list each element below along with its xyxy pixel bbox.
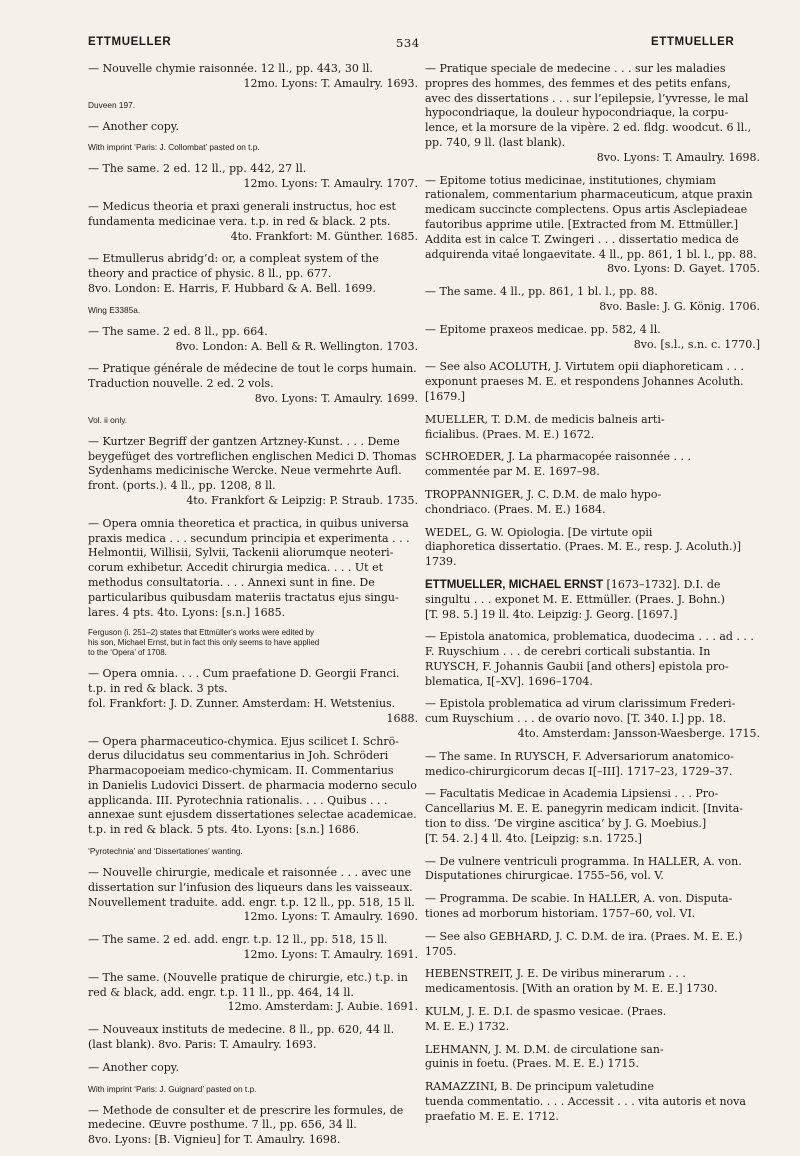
- note-line: Ferguson (i. 251–2) states that Ettmüller’s works were edited by: [88, 628, 315, 638]
- entry-line: particularibus quibusdam materiis tractatus ejus singu-: [88, 590, 399, 604]
- entry-line: Disputationes chirurgicae. 1755–56, vol. V.: [425, 869, 664, 883]
- entry-line: [1679.]: [425, 389, 466, 403]
- imprint-line: 8vo. Basle: J. G. König. 1706.: [599, 299, 760, 313]
- entry-line: [1673–1732]. D.I. de: [606, 577, 721, 591]
- entry-line: Pharmacopoeiam medico-chymicam. II. Commentarius: [88, 764, 394, 778]
- bibliographic-entry: [425, 1043, 760, 1073]
- entry-line: medicamentosis. [With an oration by M. E. E.] 1730.: [425, 982, 718, 996]
- entry-line: Traduction nouvelle. 2 ed. 2 vols.: [88, 377, 274, 391]
- imprint-line: 12mo. Lyons: T. Amaulry. 1707.: [243, 177, 418, 191]
- entry-line: — See also GEBHARD, J. C. D.M. de ira. (Praes. M. E. E.): [425, 929, 743, 943]
- bibliographic-entry: [88, 435, 418, 509]
- entry-line: 1705.: [425, 944, 457, 958]
- entry-line: front. (ports.). 4 ll., pp. 1208, 8 ll.: [88, 479, 276, 493]
- entry-line: [T. 98. 5.] 19 ll. 4to. Leipzig: J. Georg. [1697.]: [425, 607, 678, 621]
- bibliographic-entry: [88, 1061, 418, 1076]
- entry-line: — Epitome totius medicinae, institutiones, chymiam: [425, 173, 716, 187]
- bibliographic-entry: [88, 933, 418, 963]
- bibliographic-entry: [425, 174, 760, 278]
- entry-line: — Pratique générale de médecine de tout le corps humain.: [88, 362, 417, 376]
- author-heading: ETTMUELLER, MICHAEL ERNST: [425, 578, 604, 591]
- bibliographic-entry: [425, 1005, 760, 1035]
- entry-line: TROPPANNIGER, J. C. D.M. de malo hypo-: [425, 487, 662, 501]
- entry-line: beygefüget des vortreflichen englischen Medici D. Thomas: [88, 449, 417, 463]
- bibliographic-entry: [425, 630, 760, 689]
- entry-line: annexae sunt ejusdem dissertationes selectae academicae.: [88, 808, 417, 822]
- entry-line: — Epitome praxeos medicae. pp. 582, 4 ll.: [425, 322, 661, 336]
- entry-line: adquirenda vitaé longaevitate. 4 ll., pp. 861, 1 bl. l., pp. 88.: [425, 247, 757, 261]
- entry-line: fautoribus apprime utile. [Extracted from M. Ettmüller.]: [425, 217, 738, 231]
- imprint-line: 12mo. Lyons: T. Amaulry. 1690.: [243, 910, 418, 924]
- bibliographic-entry: [88, 1023, 418, 1053]
- entry-line: tiones ad morborum historiam. 1757–60, vol. VI.: [425, 907, 696, 921]
- bibliographic-entry: [425, 578, 760, 622]
- entry-line: — The same. 2 ed. 8 ll., pp. 664.: [88, 324, 268, 338]
- entry-line: avec des dissertations . . . sur l’epilepsie, l’yvresse, le mal: [425, 91, 749, 105]
- entry-line: guinis in foetu. (Praes. M. E. E.) 1715.: [425, 1057, 639, 1071]
- entry-line: — Kurtzer Begriff der gantzen Artzney-Kunst. . . . Deme: [88, 434, 400, 448]
- bibliographic-entry: [425, 787, 760, 846]
- bibliographic-entry: [425, 526, 760, 570]
- entry-line: derus dilucidatus seu commentarius in Joh. Schröderi: [88, 749, 389, 763]
- imprint-line: 12mo. Amsterdam: J. Aubie. 1691.: [227, 1000, 418, 1014]
- entry-line: chondriaco. (Praes. M. E.) 1684.: [425, 502, 606, 516]
- note-line: his son, Michael Ernst, but in fact this only seems to have applied: [88, 638, 320, 648]
- bibliographic-entry: [88, 362, 418, 406]
- entry-line: M. E. E.) 1732.: [425, 1019, 510, 1033]
- bibliographic-entry: [425, 413, 760, 443]
- entry-line: dissertation sur l’infusion des liqueurs dans les vaisseaux.: [88, 880, 413, 894]
- imprint-line: 12mo. Lyons: T. Amaulry. 1693.: [243, 76, 418, 90]
- entry-line: medecine. Œuvre posthume. 7 ll., pp. 656, 34 ll.: [88, 1118, 357, 1132]
- entry-line: 1739.: [425, 555, 457, 569]
- bibliographic-entry: [425, 967, 760, 997]
- entry-note: ‘Pyrotechnia’ and ‘Dissertationes’ wanting.: [88, 846, 243, 857]
- entry-line: tuenda commentatio. . . . Accessit . . . vita autoris et nova: [425, 1095, 746, 1109]
- entry-line: — Methode de consulter et de prescrire les formules, de: [88, 1103, 404, 1117]
- entry-line: — Opera pharmaceutico-chymica. Ejus scilicet I. Schrö-: [88, 734, 399, 748]
- entry-line: rationalem, commentarium pharmaceuticum, atque praxin: [425, 188, 753, 202]
- imprint-line: 8vo. Lyons: T. Amaulry. 1699.: [254, 391, 418, 405]
- entry-line: — Nouvelle chirurgie, medicale et raisonnée . . . avec une: [88, 866, 412, 880]
- bibliographic-entry: [425, 750, 760, 780]
- entry-line: — Pratique speciale de medecine . . . sur les maladies: [425, 62, 726, 75]
- entry-note: [88, 628, 418, 658]
- imprint-line: 4to. Amsterdam: Jansson-Waesberge. 1715.: [517, 727, 760, 741]
- running-head-left: ETTMUELLER: [88, 36, 172, 48]
- bibliographic-entry: [88, 735, 418, 839]
- imprint-line: 8vo. Lyons: T. Amaulry. 1698.: [596, 150, 760, 164]
- bibliographic-entry: [88, 517, 418, 621]
- entry-line: fol. Frankfort: J. D. Zunner. Amsterdam: H. Wetstenius.: [88, 696, 396, 710]
- imprint-line: 8vo. London: A. Bell & R. Wellington. 1703.: [175, 339, 418, 353]
- bibliographic-entry: [425, 930, 760, 960]
- bibliographic-entry: [88, 1104, 418, 1148]
- imprint-line: 4to. Frankfort: M. Günther. 1685.: [230, 229, 418, 243]
- entry-line: — Medicus theoria et praxi generali instructus, hoc est: [88, 199, 396, 213]
- entry-line: — Nouvelle chymie raisonnée. 12 ll., pp. 443, 30 ll.: [88, 62, 373, 75]
- entry-line: hypocondriaque, la douleur hypocondriaque, la corpu-: [425, 106, 729, 120]
- entry-line: — Opera omnia theoretica et practica, in quibus universa: [88, 516, 409, 530]
- entry-line: — The same. 2 ed. add. engr. t.p. 12 ll., pp. 518, 15 ll.: [88, 933, 388, 947]
- entry-line: lence, et la morsure de la vipère. 2 ed. fldg. woodcut. 6 ll.,: [425, 121, 752, 135]
- entry-line: fundamenta medicinae vera. t.p. in red & black. 2 pts.: [88, 214, 391, 228]
- imprint-line: 4to. Frankfort & Leipzig: P. Straub. 1735.: [186, 493, 418, 507]
- imprint-line: 12mo. Lyons: T. Amaulry. 1691.: [243, 948, 418, 962]
- entry-line: — De vulnere ventriculi programma. In HALLER, A. von.: [425, 854, 742, 868]
- entry-line: blematica, I[–XV]. 1696–1704.: [425, 674, 593, 688]
- page-number: 534: [396, 36, 420, 50]
- entry-note: With imprint ‘Paris: J. Collombat’ pasted on t.p.: [88, 142, 260, 153]
- bibliographic-entry: [88, 200, 418, 244]
- entry-line: Sydenhams medicinische Wercke. Neue vermehrte Aufl.: [88, 464, 402, 478]
- entry-line: methodus consultatoria. . . . Annexi sunt in fine. De: [88, 575, 375, 589]
- imprint-line: 1688.: [386, 711, 418, 725]
- entry-line: Nouvellement traduite. add. engr. t.p. 12 ll., pp. 518, 15 ll.: [88, 895, 415, 909]
- entry-line: 8vo. London: E. Harris, F. Hubbard & A. Bell. 1699.: [88, 281, 376, 295]
- note-line: to the ‘Opera’ of 1708.: [88, 648, 167, 658]
- entry-line: — See also ACOLUTH, J. Virtutem opii diaphoreticam . . .: [425, 360, 744, 374]
- bibliographic-entry: [425, 855, 760, 885]
- entry-line: lares. 4 pts. 4to. Lyons: [s.n.] 1685.: [88, 605, 286, 619]
- bibliographic-entry: [88, 162, 418, 192]
- entry-line: — The same. 2 ed. 12 ll., pp. 442, 27 ll.: [88, 162, 307, 176]
- right-column: [425, 62, 760, 1133]
- bibliographic-entry: [425, 450, 760, 480]
- entry-line: theory and practice of physic. 8 ll., pp. 677.: [88, 267, 332, 281]
- entry-line: WEDEL, G. W. Opiologia. [De virtute opii: [425, 525, 653, 539]
- entry-line: ficialibus. (Praes. M. E.) 1672.: [425, 427, 595, 441]
- bibliographic-entry: [88, 866, 418, 925]
- entry-line: [T. 54. 2.] 4 ll. 4to. [Leipzig: s.n. 1725.]: [425, 831, 642, 845]
- bibliographic-entry: [425, 62, 760, 166]
- entry-line: LEHMANN, J. M. D.M. de circulatione san-: [425, 1042, 664, 1056]
- entry-line: HEBENSTREIT, J. E. De viribus minerarum . . .: [425, 967, 686, 981]
- entry-line: pp. 740, 9 ll. (last blank).: [425, 135, 566, 149]
- entry-line: — Programma. De scabie. In HALLER, A. von. Disputa-: [425, 892, 733, 906]
- entry-line: RUYSCH, F. Johannis Gaubii [and others] epistola pro-: [425, 659, 729, 673]
- entry-line: commentée par M. E. 1697–98.: [425, 465, 600, 479]
- entry-line: (last blank). 8vo. Paris: T. Amaulry. 1693.: [88, 1038, 317, 1052]
- entry-line: — Epistola problematica ad virum clarissimum Frederi-: [425, 697, 736, 711]
- entry-line: in Danielis Ludovici Dissert. de pharmacia moderno seculo: [88, 778, 417, 792]
- bibliographic-entry: [88, 667, 418, 726]
- entry-line: singultu . . . exponet M. E. Ettmüller. (Praes. J. Bohn.): [425, 592, 725, 606]
- running-head-right: ETTMUELLER: [651, 36, 735, 48]
- bibliographic-entry: [425, 285, 760, 315]
- bibliographic-entry: [88, 252, 418, 296]
- imprint-line: 8vo. [s.l., s.n. c. 1770.]: [633, 337, 760, 351]
- entry-line: — Nouveaux instituts de medecine. 8 ll., pp. 620, 44 ll.: [88, 1023, 395, 1037]
- entry-line: t.p. in red & black. 5 pts. 4to. Lyons: [s.n.] 1686.: [88, 823, 360, 837]
- entry-note: Wing E3385a.: [88, 304, 141, 315]
- entry-line: Cancellarius M. E. E. panegyrin medicam indicit. [Invita-: [425, 802, 743, 816]
- imprint-line: 8vo. Lyons: D. Gayet. 1705.: [607, 262, 760, 276]
- entry-line: — Epistola anatomica, problematica, duodecima . . . ad . . .: [425, 630, 754, 644]
- bibliographic-entry: [425, 323, 760, 353]
- bibliographic-entry: [88, 120, 418, 135]
- entry-line: medicam succincte complectens. Opus artis Asclepiadeae: [425, 203, 748, 217]
- entry-line: 8vo. Lyons: [B. Vignieu] for T. Amaulry. 1698.: [88, 1133, 341, 1147]
- entry-line: praxis medica . . . secundum principia et experimenta . . .: [88, 531, 410, 545]
- entry-line: F. Ruyschium . . . de cerebri corticali substantia. In: [425, 645, 711, 659]
- entry-line: Addita est in calce T. Zwingeri . . . dissertatio medica de: [425, 232, 739, 246]
- entry-line: Helmontii, Willisii, Sylvii, Tackenii aliorumque neoteri-: [88, 546, 394, 560]
- entry-line: medico-chirurgicorum decas I[–III]. 1717–23, 1729–37.: [425, 764, 733, 778]
- bibliographic-entry: [425, 1080, 760, 1124]
- entry-note: Duveen 197.: [88, 99, 136, 110]
- entry-line: corum exhibetur. Accedit chirurgia medica. . . . Ut et: [88, 561, 384, 575]
- entry-line: MUELLER, T. D.M. de medicis balneis arti-: [425, 412, 665, 426]
- left-column: [88, 62, 418, 1156]
- bibliographic-entry: [425, 360, 760, 404]
- entry-line: — Another copy.: [88, 1060, 179, 1074]
- bibliographic-entry: [425, 488, 760, 518]
- entry-line: — The same. In RUYSCH, F. Adversariorum anatomico-: [425, 749, 734, 763]
- bibliographic-entry: [425, 697, 760, 741]
- entry-line: diaphoretica dissertatio. (Praes. M. E., resp. J. Acoluth.)]: [425, 540, 742, 554]
- entry-line: red & black, add. engr. t.p. 11 ll., pp. 464, 14 ll.: [88, 985, 354, 999]
- entry-line: RAMAZZINI, B. De principum valetudine: [425, 1080, 655, 1094]
- entry-line: — The same. (Nouvelle pratique de chirurgie, etc.) t.p. in: [88, 970, 408, 984]
- bibliographic-entry: [88, 971, 418, 1015]
- entry-line: SCHROEDER, J. La pharmacopée raisonnée . . .: [425, 450, 691, 464]
- entry-line: — Facultatis Medicae in Academia Lipsiensi . . . Pro-: [425, 787, 719, 801]
- bibliographic-entry: [88, 325, 418, 355]
- entry-line: tion to diss. ‘De virgine ascitica’ by J. G. Moebius.]: [425, 817, 707, 831]
- entry-line: cum Ruyschium . . . de ovario novo. [T. 340. I.] pp. 18.: [425, 712, 727, 726]
- entry-line: propres des hommes, des femmes et des petits enfans,: [425, 76, 731, 90]
- entry-line: praefatio M. E. E. 1712.: [425, 1109, 559, 1123]
- entry-line: — Etmullerus abridg’d: or, a compleat system of the: [88, 252, 379, 266]
- bibliographic-entry: [425, 892, 760, 922]
- entry-note: Vol. ii only.: [88, 414, 128, 425]
- bibliographic-entry: [88, 62, 418, 92]
- entry-note: With imprint ‘Paris: J. Guignard’ pasted on t.p.: [88, 1083, 257, 1094]
- entry-line: KULM, J. E. D.I. de spasmo vesicae. (Praes.: [425, 1005, 667, 1019]
- entry-line: — Opera omnia. . . . Cum praefatione D. Georgii Franci.: [88, 667, 400, 681]
- entry-line: t.p. in red & black. 3 pts.: [88, 682, 228, 696]
- entry-line: — The same. 4 ll., pp. 861, 1 bl. l., pp. 88.: [425, 285, 658, 299]
- entry-line: exponunt praeses M. E. et respondens Johannes Acoluth.: [425, 375, 744, 389]
- entry-line: — Another copy.: [88, 119, 179, 133]
- entry-line: applicanda. III. Pyrotechnia rationalis. . . . Quibus . . .: [88, 793, 388, 807]
